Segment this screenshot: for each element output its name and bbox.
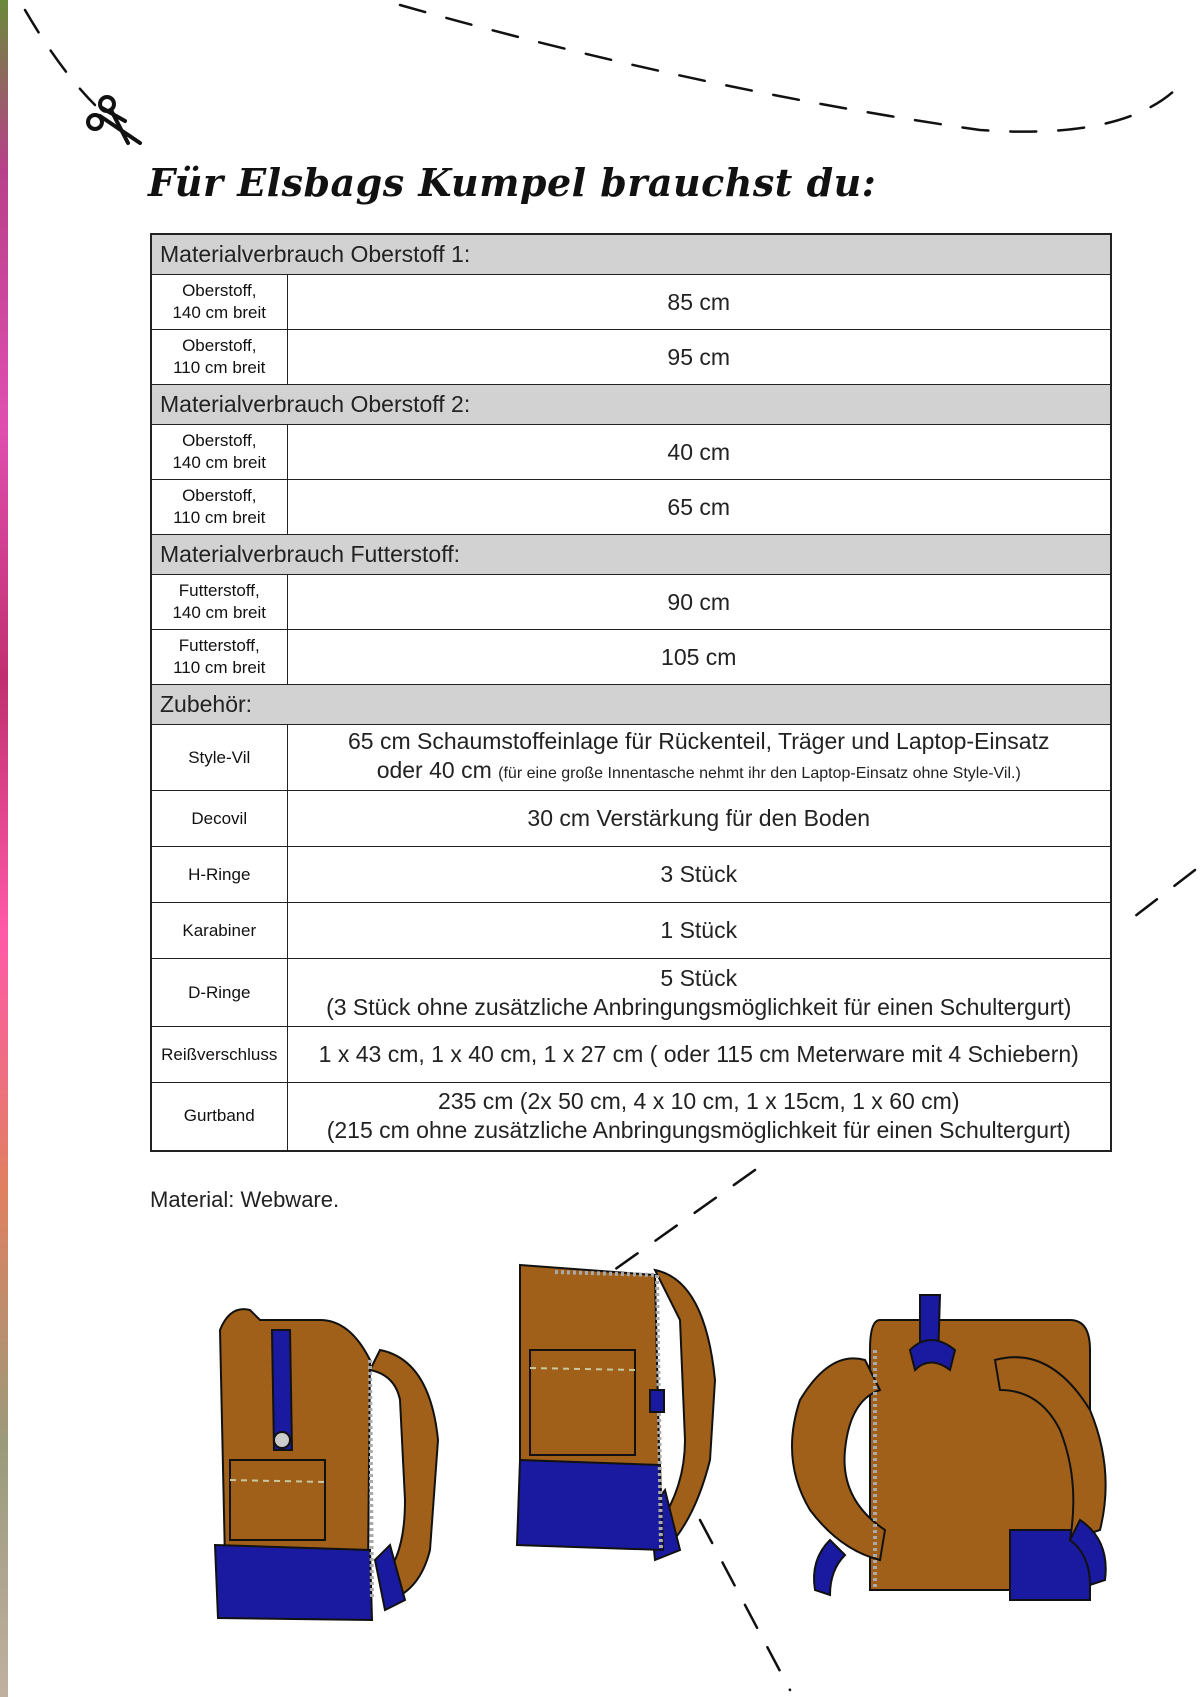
table-row [151, 330, 1111, 385]
row-label: H-Ringe [151, 847, 287, 903]
table-row [151, 959, 1111, 1027]
row-value: 40 cm [287, 425, 1111, 480]
table-row [151, 630, 1111, 685]
table-row [151, 1027, 1111, 1083]
row-label: Gurtband [151, 1083, 287, 1151]
row-label: Futterstoff, 110 cm breit [151, 630, 287, 685]
row-value: 90 cm [287, 575, 1111, 630]
table-row [151, 425, 1111, 480]
backpack-illustration-front [200, 1300, 450, 1630]
section-title: Materialverbrauch Oberstoff 2: [151, 385, 1111, 425]
row-value: 30 cm Verstärkung für den Boden [287, 791, 1111, 847]
backpack-illustration-side [505, 1260, 725, 1590]
row-label: Reißverschluss [151, 1027, 287, 1083]
table-row [151, 903, 1111, 959]
row-value: 85 cm [287, 275, 1111, 330]
row-value: 1 x 43 cm, 1 x 40 cm, 1 x 27 cm ( oder 115 cm Meterware mit 4 Schiebern) [287, 1027, 1111, 1083]
row-value: 95 cm [287, 330, 1111, 385]
table-row [151, 791, 1111, 847]
section-header [151, 385, 1111, 425]
row-label: Oberstoff, 140 cm breit [151, 275, 287, 330]
material-footnote: Material: Webware. [150, 1187, 340, 1212]
table-row [151, 575, 1111, 630]
section-title: Materialverbrauch Futterstoff: [151, 535, 1111, 575]
section-title: Zubehör: [151, 685, 1111, 725]
row-label: Oberstoff, 140 cm breit [151, 425, 287, 480]
scissors-icon [88, 97, 140, 143]
edge-strip [0, 0, 8, 1697]
row-value: 3 Stück [287, 847, 1111, 903]
row-value: 65 cm [287, 480, 1111, 535]
page-heading: Für Elsbags Kumpel brauchst du: [148, 160, 877, 205]
section-header [151, 685, 1111, 725]
section-header [151, 535, 1111, 575]
table-row [151, 480, 1111, 535]
row-value: 235 cm (2x 50 cm, 4 x 10 cm, 1 x 15cm, 1 x 60 cm) (215 cm ohne zusätzliche Anbringungsmöglichkeit für einen Schultergurt) [287, 1083, 1111, 1151]
section-header [151, 234, 1111, 275]
row-value: 105 cm [287, 630, 1111, 685]
table-row [151, 725, 1111, 791]
row-label: Futterstoff, 140 cm breit [151, 575, 287, 630]
row-label: Karabiner [151, 903, 287, 959]
backpack-illustration-back [770, 1290, 1115, 1630]
row-label: Oberstoff, 110 cm breit [151, 480, 287, 535]
section-title: Materialverbrauch Oberstoff 1: [151, 234, 1111, 275]
row-value: 65 cm Schaumstoffeinlage für Rückenteil, Träger und Laptop-Einsatz oder 40 cm (für eine große Innentasche nehmt ihr den Laptop-Einsatz ohne Style-Vil.) [287, 725, 1111, 791]
row-label: D-Ringe [151, 959, 287, 1027]
row-label: Decovil [151, 791, 287, 847]
table-row [151, 1083, 1111, 1151]
row-value: 5 Stück (3 Stück ohne zusätzliche Anbringungsmöglichkeit für einen Schultergurt) [287, 959, 1111, 1027]
table-row [151, 275, 1111, 330]
row-value: 1 Stück [287, 903, 1111, 959]
material-table [150, 233, 1112, 1152]
table-row [151, 847, 1111, 903]
row-label: Style-Vil [151, 725, 287, 791]
row-label: Oberstoff, 110 cm breit [151, 330, 287, 385]
